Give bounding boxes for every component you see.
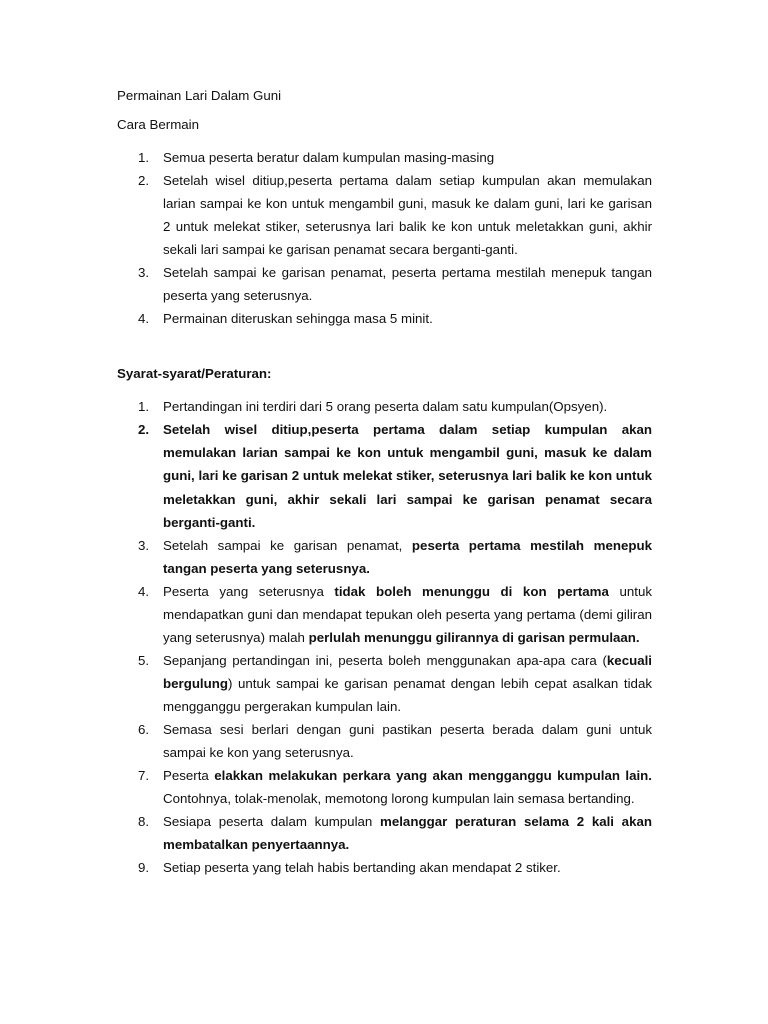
cara-bermain-heading: Cara Bermain xyxy=(117,117,200,132)
document-title: Permainan Lari Dalam Guni xyxy=(117,88,282,103)
list-number: 1. xyxy=(138,150,150,165)
item-text: Semua peserta beratur dalam kumpulan masing-masing xyxy=(163,150,495,165)
item-text: Peserta yang seterusnya xyxy=(163,584,335,600)
item-text: Permainan diteruskan sehingga masa 5 minit. xyxy=(163,311,433,326)
cara-item xyxy=(117,307,652,330)
item-text: Setelah wisel ditiup,peserta pertama dalam setiap kumpulan akan memulakan larian sampai ke kon untuk mengambil guni, masuk ke dalam guni, lari ke garisan 2 untuk melekat stiker, seterusnya lari balik ke kon untuk meletakkan guni, akhir sekali lari sampai ke garisan penamat secara berganti-ganti. xyxy=(163,173,652,257)
list-number: 9. xyxy=(138,860,150,876)
item-text: Setelah sampai ke garisan penamat, peserta pertama mestilah menepuk tangan peserta yang seterusnya. xyxy=(163,265,652,303)
syarat-item xyxy=(117,718,652,764)
list-number: 3. xyxy=(138,265,150,280)
cara-item xyxy=(117,146,652,169)
item-text: Pertandingan ini terdiri dari 5 orang peserta dalam satu kumpulan(Opsyen). xyxy=(163,399,608,414)
bold-text: tidak boleh menunggu di kon pertama xyxy=(334,584,609,600)
cara-item xyxy=(117,169,652,261)
item-text: Peserta xyxy=(163,768,215,784)
syarat-item xyxy=(117,418,652,534)
syarat-item xyxy=(117,856,652,879)
list-number: 4. xyxy=(138,311,150,326)
list-number: 3. xyxy=(138,538,150,554)
list-number: 6. xyxy=(138,722,150,738)
item-text: untuk mendapatkan guni dan mendapat tepukan oleh peserta yang pertama (demi giliran yang seterusnya) malah xyxy=(163,584,652,646)
list-number: 5. xyxy=(138,653,150,669)
syarat-heading: Syarat-syarat/Peraturan: xyxy=(117,366,272,381)
item-text: ) untuk sampai ke garisan penamat dengan lebih cepat asalkan tidak mengganggu pergerakan kumpulan lain. xyxy=(163,676,652,715)
bold-text: Setelah wisel ditiup,peserta pertama dalam setiap kumpulan akan memulakan larian sampai ke kon untuk mengambil guni, masuk ke dalam guni, lari ke garisan 2 untuk melekat stiker, seterusnya lari balik ke kon untuk meletakkan guni, akhir sekali lari sampai ke garisan penamat secara berganti-ganti. xyxy=(163,422,652,530)
item-text: Setiap peserta yang telah habis bertanding akan mendapat 2 stiker. xyxy=(163,860,561,876)
list-number: 2. xyxy=(138,173,150,188)
list-number: 2. xyxy=(138,422,150,437)
syarat-item xyxy=(117,580,652,649)
item-text: Sesiapa peserta dalam kumpulan xyxy=(163,814,381,830)
cara-bermain-list xyxy=(117,146,652,330)
syarat-list xyxy=(117,395,652,879)
bold-text: peserta pertama mestilah menepuk tangan peserta yang seterusnya. xyxy=(163,538,652,577)
syarat-item xyxy=(117,649,652,718)
syarat-item xyxy=(117,534,652,580)
bold-text: kecuali bergulung xyxy=(163,653,652,692)
syarat-item xyxy=(117,810,652,856)
list-number: 7. xyxy=(138,768,150,784)
syarat-item xyxy=(117,395,652,418)
bold-text: melanggar peraturan selama 2 kali akan membatalkan penyertaannya. xyxy=(163,814,652,853)
syarat-item xyxy=(117,764,652,810)
item-text: Contohnya, tolak-menolak, memotong lorong kumpulan lain semasa bertanding. xyxy=(163,791,635,807)
item-text: Semasa sesi berlari dengan guni pastikan peserta berada dalam guni untuk sampai ke kon yang seterusnya. xyxy=(163,722,652,761)
item-text: Setelah sampai ke garisan penamat, xyxy=(163,538,412,554)
list-number: 8. xyxy=(138,814,150,830)
item-text: Sepanjang pertandingan ini, peserta boleh menggunakan apa-apa cara ( xyxy=(163,653,607,669)
list-number: 1. xyxy=(138,399,150,414)
list-number: 4. xyxy=(138,584,150,600)
cara-item xyxy=(117,261,652,307)
bold-text: perlulah menunggu gilirannya di garisan permulaan. xyxy=(308,630,640,646)
bold-text: elakkan melakukan perkara yang akan mengganggu kumpulan lain. xyxy=(214,768,652,784)
